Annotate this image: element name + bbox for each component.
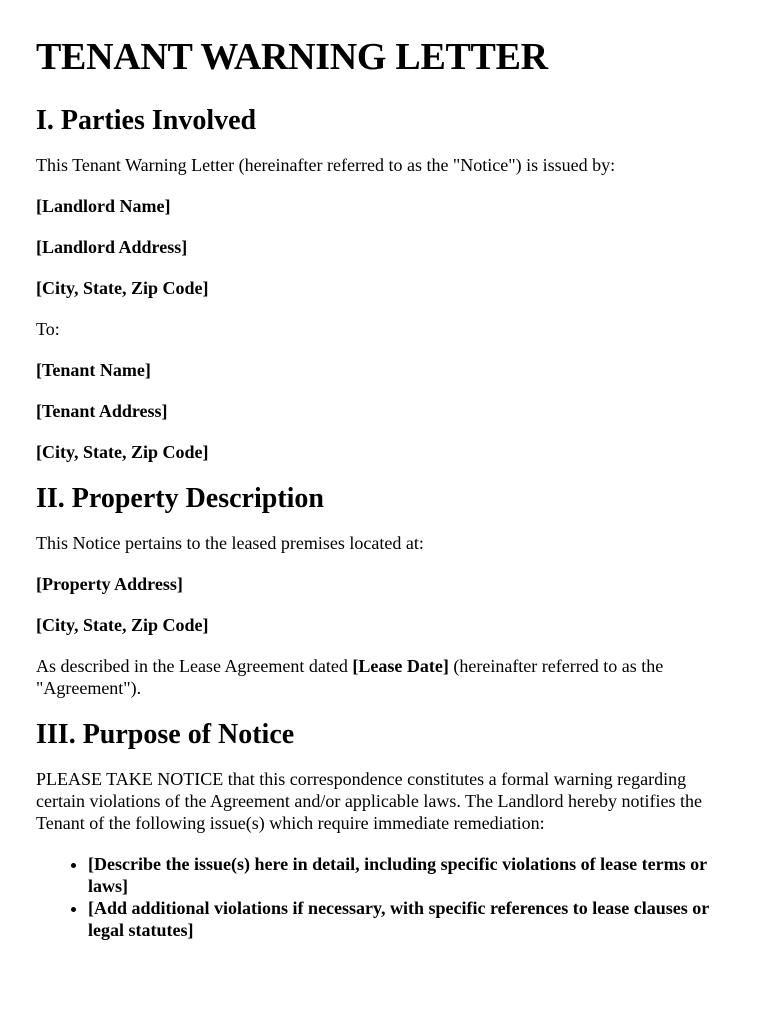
list-item: • [Describe the issue(s) here in detail, including specific violations of lease terms or laws] xyxy=(88,853,734,897)
purpose-body: PLEASE TAKE NOTICE that this correspondence constitutes a formal warning regarding certain violations of the Agreement and/or applicable laws. The Landlord hereby notifies the Tenant of the following issue(s) which require immediate remediation: xyxy=(36,769,702,833)
parties-intro: This Tenant Warning Letter (hereinafter referred to as the "Notice") is issued by: xyxy=(36,155,616,175)
landlord-city-state-zip: [City, State, Zip Code] xyxy=(36,278,209,298)
section-heading-property: II. Property Description xyxy=(36,483,324,514)
lease-date: [Lease Date] xyxy=(352,656,449,676)
list-item: • [Add additional violations if necessary, with specific references to lease clauses or legal statutes] xyxy=(88,897,734,941)
landlord-address: [Landlord Address] xyxy=(36,237,188,257)
property-address: [Property Address] xyxy=(36,574,183,594)
section-heading-parties: I. Parties Involved xyxy=(36,105,257,136)
document-title: TENANT WARNING LETTER xyxy=(36,36,548,78)
tenant-city-state-zip: [City, State, Zip Code] xyxy=(36,442,209,462)
section-heading-purpose: III. Purpose of Notice xyxy=(36,719,295,750)
lease-suffix: (hereinafter referred to as the "Agreement"). xyxy=(36,656,664,698)
property-intro: This Notice pertains to the leased premises located at: xyxy=(36,533,424,553)
property-city-state-zip: [City, State, Zip Code] xyxy=(36,615,209,635)
issues-list xyxy=(36,853,734,941)
tenant-address: [Tenant Address] xyxy=(36,401,168,421)
to-label: To: xyxy=(36,319,60,339)
tenant-name: [Tenant Name] xyxy=(36,360,151,380)
landlord-name: [Landlord Name] xyxy=(36,196,171,216)
lease-prefix: As described in the Lease Agreement dated xyxy=(36,656,353,676)
lease-description xyxy=(36,655,734,699)
